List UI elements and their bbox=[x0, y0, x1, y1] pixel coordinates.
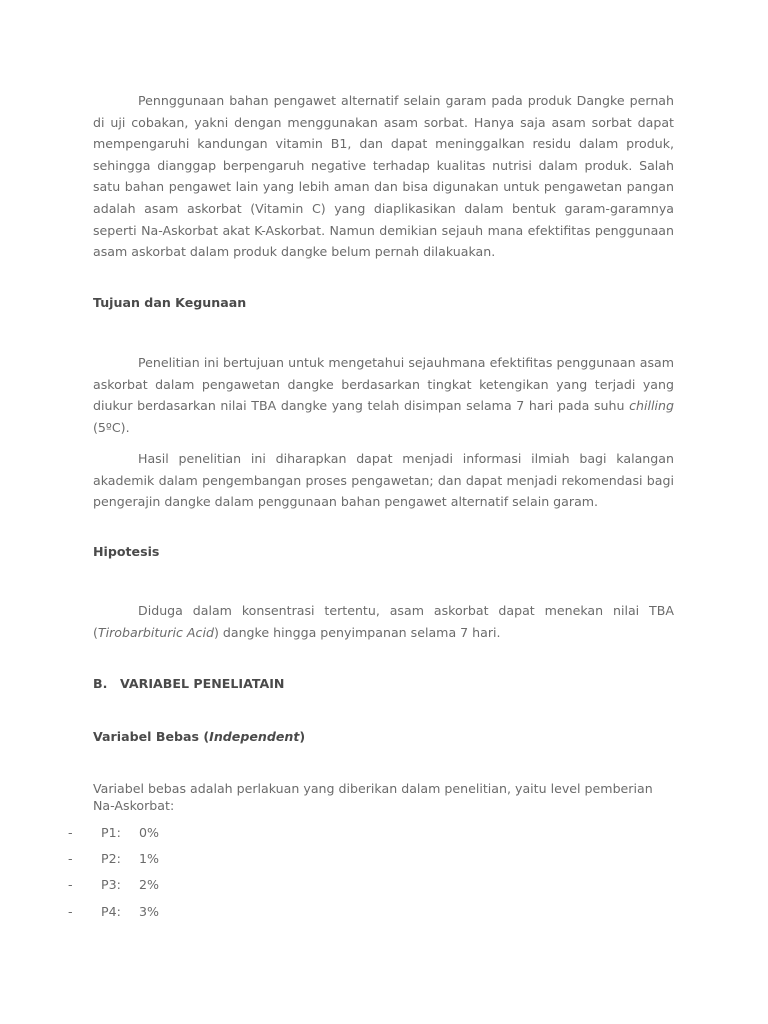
hipotesis-paragraph bbox=[93, 600, 674, 643]
list-code: P2: bbox=[101, 851, 121, 866]
list-dash: - bbox=[68, 825, 73, 840]
heading-hipotesis: Hipotesis bbox=[93, 544, 160, 559]
heading-variabel-bebas bbox=[93, 728, 305, 746]
section-letter: B. bbox=[93, 676, 108, 691]
tujuan-p1-text: Penelitian ini bertujuan untuk mengetahui sejauhmana efektifitas penggunaan asam askorbat dalam pengawetan dangke berdasarkan tingkat ketengikan yang terjadi yang diukur berdasarkan nilai TBA dangke yang telah disimpan selama 7 hari pada suhu bbox=[93, 355, 674, 414]
list-value: 0% bbox=[139, 825, 159, 840]
tujuan-paragraph-1 bbox=[93, 352, 674, 438]
list-item bbox=[0, 876, 768, 894]
list-dash: - bbox=[68, 851, 73, 866]
intro-text: Pennggunaan bahan pengawet alternatif selain garam pada produk Dangke pernah di uji cobakan, yakni dengan menggunakan asam sorbat. Hanya saja asam sorbat dapat mempengaruhi kandungan vitamin B1, dan dapat meninggalkan residu dalam produk, sehingga dianggap berpengaruh negative terhadap kualitas nutrisi dalam produk. Salah satu bahan pengawet lain yang lebih aman dan bisa digunakan untuk pengawetan pangan adalah asam askorbat (Vitamin C) yang diaplikasikan dalam bentuk garam-garamnya seperti Na-Askorbat akat K-Askorbat. Namun demikian sejauh mana efektifitas penggunaan asam askorbat dalam produk dangke belum pernah dilakuakan. bbox=[93, 93, 674, 260]
list-code: P4: bbox=[101, 904, 121, 919]
section-b-heading bbox=[93, 675, 284, 693]
list-code: P3: bbox=[101, 877, 121, 892]
variabel-bebas-italic: Independent bbox=[209, 729, 300, 744]
list-value: 2% bbox=[139, 877, 159, 892]
tujuan-paragraph-2 bbox=[93, 448, 674, 513]
tujuan-p1-italic: chilling bbox=[629, 398, 674, 414]
hipotesis-after: ) dangke hingga penyimpanan selama 7 hari. bbox=[213, 624, 501, 640]
tujuan-p2-text: Hasil penelitian ini diharapkan dapat menjadi informasi ilmiah bagi kalangan akademik dalam pengembangan proses pengawetan; dan dapat menjadi rekomendasi bagi pengerajin dangke dalam penggunaan bahan pengawet alternatif selain garam. bbox=[93, 451, 674, 510]
hipotesis-italic: Tirobarbituric Acid bbox=[97, 624, 214, 640]
list-dash: - bbox=[68, 904, 73, 919]
list-item bbox=[0, 903, 768, 921]
hipotesis-text: Diduga dalam konsentrasi tertentu, asam askorbat dapat menekan nilai TBA ( bbox=[93, 603, 674, 640]
list-item bbox=[0, 850, 768, 868]
variabel-bebas-close: ) bbox=[299, 729, 306, 744]
tujuan-p1-after: (5ºC). bbox=[93, 419, 130, 435]
heading-tujuan: Tujuan dan Kegunaan bbox=[93, 295, 247, 310]
variabel-bebas-text: Variabel bebas adalah perlakuan yang diberikan dalam penelitian, yaitu level pemberian Na-Askorbat: bbox=[93, 781, 653, 813]
list-code: P1: bbox=[101, 825, 121, 840]
variabel-bebas-label: Variabel Bebas ( bbox=[93, 729, 210, 744]
list-value: 3% bbox=[139, 904, 159, 919]
list-item bbox=[0, 824, 768, 842]
list-dash: - bbox=[68, 877, 73, 892]
list-value: 1% bbox=[139, 851, 159, 866]
section-title: VARIABEL PENELIATAIN bbox=[120, 676, 285, 691]
intro-paragraph bbox=[93, 90, 674, 263]
